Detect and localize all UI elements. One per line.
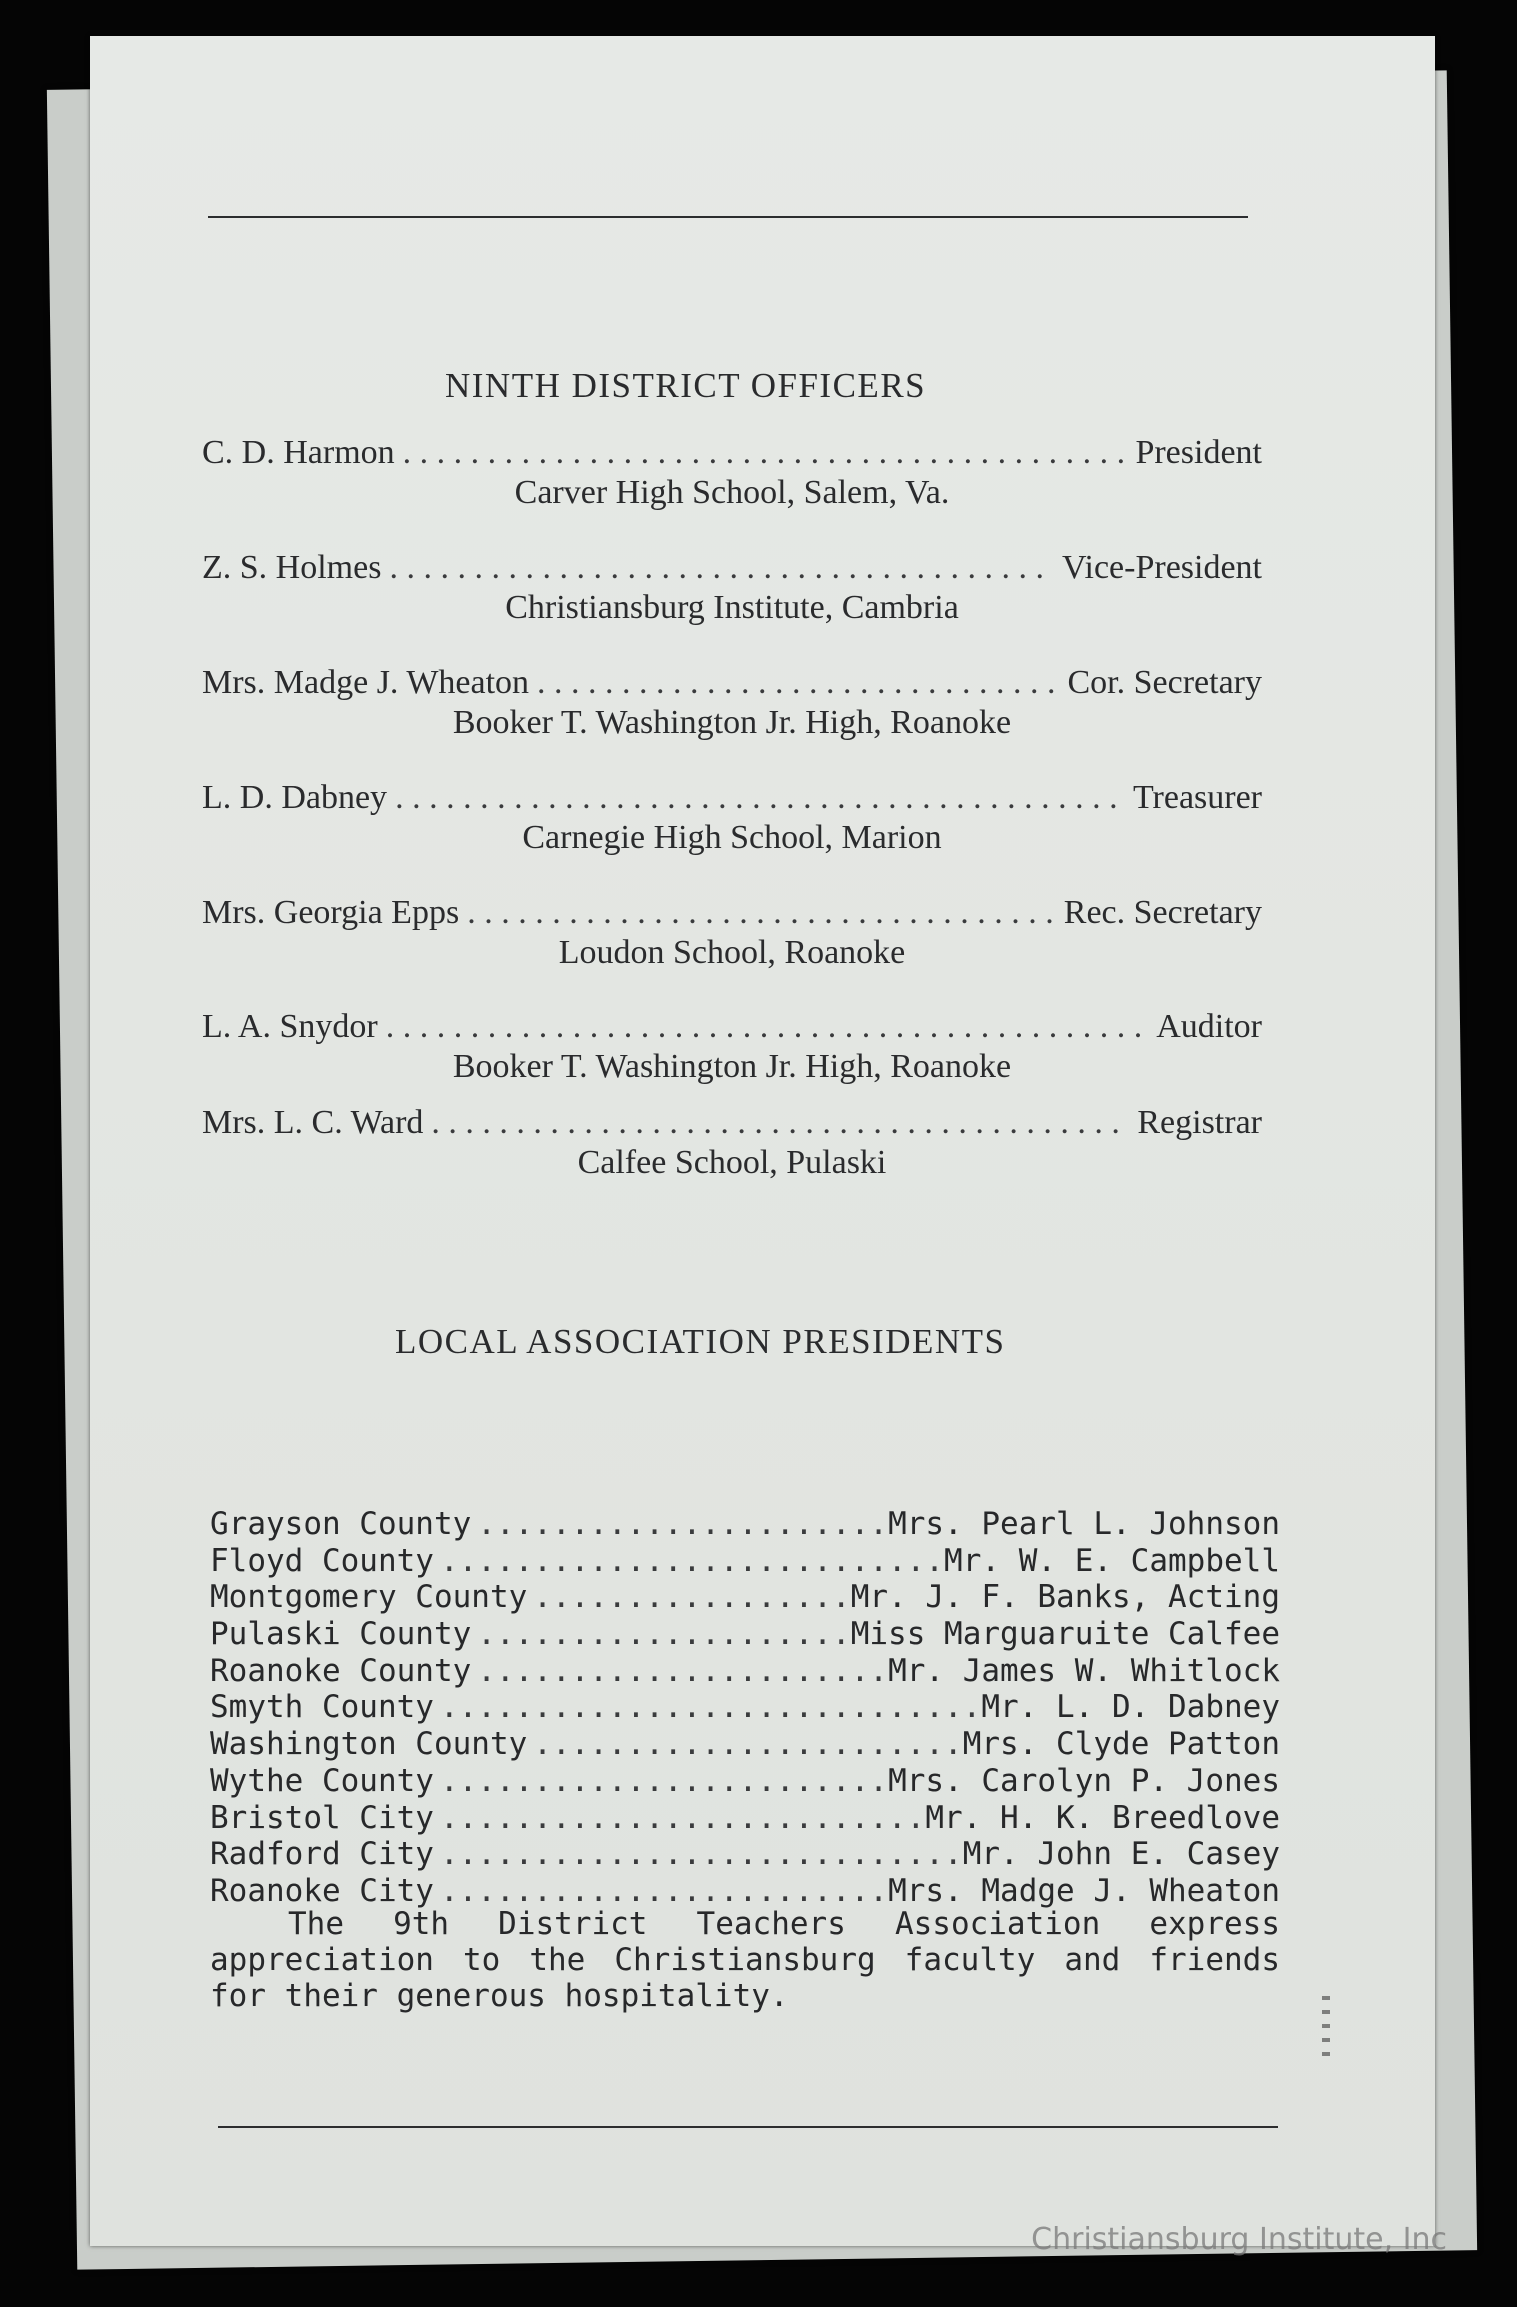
leader-dots (440, 1800, 919, 1836)
list-item (210, 1836, 1280, 1873)
list-item (210, 1543, 1280, 1580)
association-name: Roanoke City (210, 1872, 434, 1909)
association-president: Miss Marguaruite Calfee (850, 1616, 1280, 1653)
officer-office: President (1135, 434, 1262, 471)
presidents-list (210, 1506, 1280, 1910)
officer-name: L. D. Dabney (202, 779, 388, 816)
association-name: Radford City (210, 1836, 434, 1873)
officer-entry (202, 1104, 1262, 1182)
association-name: Pulaski County (210, 1616, 472, 1653)
leader-dots (395, 779, 1125, 817)
officer-name: Mrs. Madge J. Wheaton (202, 664, 530, 701)
leader-dots (386, 1008, 1149, 1046)
officer-entry (202, 664, 1262, 742)
list-item (210, 1763, 1280, 1800)
officer-office: Vice-President (1062, 549, 1262, 586)
association-president: Mr. John E. Casey (962, 1836, 1280, 1873)
leader-dots (431, 1104, 1129, 1142)
officer-school: Calfee School, Pulaski (577, 1144, 887, 1181)
officer-school: Loudon School, Roanoke (558, 934, 906, 971)
leader-dots (537, 664, 1059, 702)
leader-dots (440, 1873, 882, 1909)
leader-dots (440, 1689, 975, 1725)
leader-dots (467, 894, 1056, 932)
association-president: Mrs. Madge J. Wheaton (888, 1872, 1280, 1909)
officer-name: Z. S. Holmes (202, 549, 382, 586)
officer-office: Treasurer (1132, 779, 1262, 816)
association-president: Mrs. Pearl L. Johnson (888, 1506, 1280, 1542)
officer-school: Carnegie High School, Marion (522, 819, 942, 856)
association-president: Mr. L. D. Dabney (981, 1689, 1280, 1726)
list-item (210, 1873, 1280, 1910)
officer-school: Christiansburg Institute, Cambria (505, 589, 959, 626)
officer-name: Mrs. L. C. Ward (202, 1104, 424, 1141)
officer-school: Booker T. Washington Jr. High, Roanoke (452, 1048, 1012, 1085)
association-president: Mr. W. E. Campbell (944, 1542, 1280, 1579)
association-president: Mrs. Clyde Patton (962, 1726, 1280, 1763)
association-name: Bristol City (210, 1799, 434, 1836)
leader-dots (477, 1653, 882, 1689)
leader-dots (440, 1763, 882, 1799)
officers-title: NINTH DISTRICT OFFICERS (445, 366, 927, 405)
list-item (210, 1689, 1280, 1726)
officer-entry (202, 894, 1262, 972)
officer-office: Auditor (1156, 1008, 1262, 1045)
association-name: Roanoke County (210, 1652, 472, 1689)
officer-school: Booker T. Washington Jr. High, Roanoke (452, 704, 1012, 741)
leader-dots (477, 1616, 844, 1652)
list-item (210, 1653, 1280, 1690)
leader-dots (440, 1543, 938, 1579)
appreciation-note: The 9th District Teachers Association express appreciation to the Christiansburg faculty and friends for their generous hospitality. (210, 1906, 1280, 2014)
officer-school: Carver High School, Salem, Va. (514, 474, 950, 511)
officer-name: Mrs. Georgia Epps (202, 894, 460, 931)
association-president: Mrs. Carolyn P. Jones (888, 1762, 1280, 1799)
program-page (90, 36, 1435, 2246)
leader-dots (403, 434, 1128, 472)
leader-dots (389, 549, 1054, 587)
association-president: Mr. J. F. Banks, Acting (850, 1579, 1280, 1616)
leader-dots (477, 1506, 882, 1542)
officer-office: Registrar (1137, 1104, 1262, 1141)
officer-name: L. A. Snydor (202, 1008, 378, 1045)
list-item (210, 1579, 1280, 1616)
top-rule (208, 216, 1248, 218)
list-item (210, 1506, 1280, 1543)
leader-dots (440, 1836, 957, 1872)
association-president: Mr. H. K. Breedlove (925, 1799, 1280, 1836)
officer-name: C. D. Harmon (202, 434, 395, 471)
association-president: Mr. James W. Whitlock (888, 1652, 1280, 1689)
bottom-rule (218, 2126, 1278, 2128)
presidents-title: LOCAL ASSOCIATION PRESIDENTS (395, 1322, 1006, 1361)
paper-specks (1322, 1996, 1330, 2056)
list-item (210, 1800, 1280, 1837)
officer-entry (202, 549, 1262, 627)
leader-dots (533, 1579, 844, 1615)
officer-entry (202, 779, 1262, 857)
officer-office: Rec. Secretary (1063, 894, 1262, 931)
officer-office: Cor. Secretary (1067, 664, 1262, 701)
association-name: Smyth County (210, 1689, 434, 1726)
association-name: Floyd County (210, 1542, 434, 1579)
watermark: Christiansburg Institute, Inc (1031, 2222, 1447, 2257)
officer-entry (202, 434, 1262, 512)
association-name: Grayson County (210, 1506, 472, 1542)
list-item (210, 1616, 1280, 1653)
leader-dots (533, 1726, 956, 1762)
association-name: Wythe County (210, 1762, 434, 1799)
officer-entry (202, 1008, 1262, 1086)
association-name: Washington County (210, 1726, 528, 1763)
list-item (210, 1726, 1280, 1763)
association-name: Montgomery County (210, 1579, 528, 1616)
